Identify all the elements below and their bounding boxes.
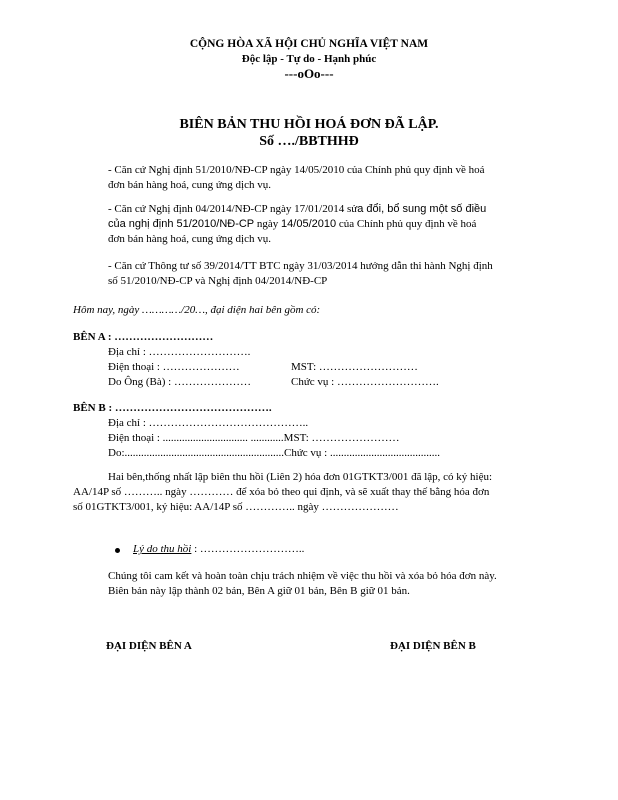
basis-2-line-2-rest: của Chính phủ quy định về hoá — [336, 218, 477, 230]
basis-2-line-2-date: 14/05/2010 — [281, 218, 337, 230]
reason-blank: : ……………………….. — [191, 543, 305, 555]
party-a-representative: Do Ông (Bà) : ………………… — [108, 376, 251, 388]
reason-label: Lý do thu hồi — [133, 543, 192, 555]
party-a-position: Chức vụ : ………………………. — [291, 376, 439, 388]
party-a-tax-code: MST: ……………………… — [291, 361, 418, 373]
signature-party-a: ĐẠI DIỆN BÊN A — [106, 640, 192, 652]
commitment-line-2: Biên bản này lập thành 02 bản, Bên A giữ 01 bản, Bên B giữ 01 bản. — [108, 585, 410, 597]
header-ornament: ---oOo--- — [284, 66, 334, 81]
basis-2-line-3: đơn bán hàng hoá, cung ứng dịch vụ. — [108, 233, 271, 245]
party-b-phone-tax: Điện thoại : ............................... ............MST: …………………… — [108, 432, 400, 444]
agreement-line-2: AA/14P số ……….. ngày ………… để xóa bỏ theo qui định, và sẽ xuất thay thế bằng hóa đơn — [73, 486, 490, 498]
basis-2-line-1-serif: - Căn cứ Nghị định 04/2014/NĐ-CP ngày 17/01/2014 sử — [108, 203, 358, 215]
party-a-phone: Điện thoại : ………………… — [108, 361, 240, 373]
basis-2-line-2-word: ngày — [254, 218, 282, 230]
party-b-label: BÊN B — [73, 402, 106, 414]
meeting-date-line: Hôm nay, ngày …………/20…, đại diện hai bên gồm có: — [73, 304, 321, 316]
country-name: CỘNG HÒA XÃ HỘI CHỦ NGHĨA VIỆT NAM — [189, 38, 429, 50]
party-a-address: Địa chỉ : ………………………. — [108, 346, 251, 358]
document-title: BIÊN BẢN THU HỒI HOÁ ĐƠN ĐÃ LẬP. — [179, 117, 439, 132]
party-b-representative-position: Do:..........................................................Chức vụ : ........................................ — [108, 447, 440, 459]
basis-2-line-1-sans: a đổi, bổ sung một số điều — [357, 203, 487, 215]
party-a-name-blank: : ……………………… — [105, 331, 214, 343]
party-b-heading — [73, 402, 272, 414]
party-a-label: BÊN A — [73, 331, 106, 343]
party-a-heading — [73, 331, 213, 343]
party-b-address: Địa chỉ : …………………………………….. — [108, 417, 309, 429]
agreement-line-3: số 01GTKT3/001, ký hiệu: AA/14P số ………….. ngày ………………… — [73, 501, 399, 513]
basis-3-line-1: - Căn cứ Thông tư số 39/2014/TT BTC ngày 31/03/2014 hướng dẫn thi hành Nghị định — [108, 260, 493, 272]
signature-party-b: ĐẠI DIỆN BÊN B — [390, 640, 476, 652]
basis-1-line-2: đơn bán hàng hoá, cung ứng dịch vụ. — [108, 179, 271, 191]
agreement-line-1: Hai bên,thống nhất lập biên thu hồi (Liên 2) hóa đơn 01GTKT3/001 đã lập, có ký hiệu: — [108, 471, 493, 483]
basis-2-line-2-decree: của nghị định 51/2010/NĐ-CP — [108, 218, 255, 230]
document-number: Số …./BBTHHĐ — [259, 134, 359, 149]
commitment-line-1: Chúng tôi cam kết và hoàn toàn chịu trách nhiệm về việc thu hồi và xóa bỏ hóa đơn này. — [108, 570, 497, 582]
bullet-icon — [115, 548, 120, 553]
basis-1-line-1: - Căn cứ Nghị định 51/2010/NĐ-CP ngày 14/05/2010 của Chính phủ quy định về hoá — [108, 164, 485, 176]
basis-2-line-2 — [108, 218, 476, 230]
party-b-name-blank: : ……………………………………. — [105, 402, 272, 414]
national-motto: Độc lập - Tự do - Hạnh phúc — [241, 53, 377, 65]
revocation-reason — [133, 543, 304, 555]
basis-2-line-1 — [108, 203, 486, 215]
basis-3-line-2: số 51/2010/NĐ-CP và Nghị định 04/2014/NĐ-CP — [108, 275, 328, 287]
